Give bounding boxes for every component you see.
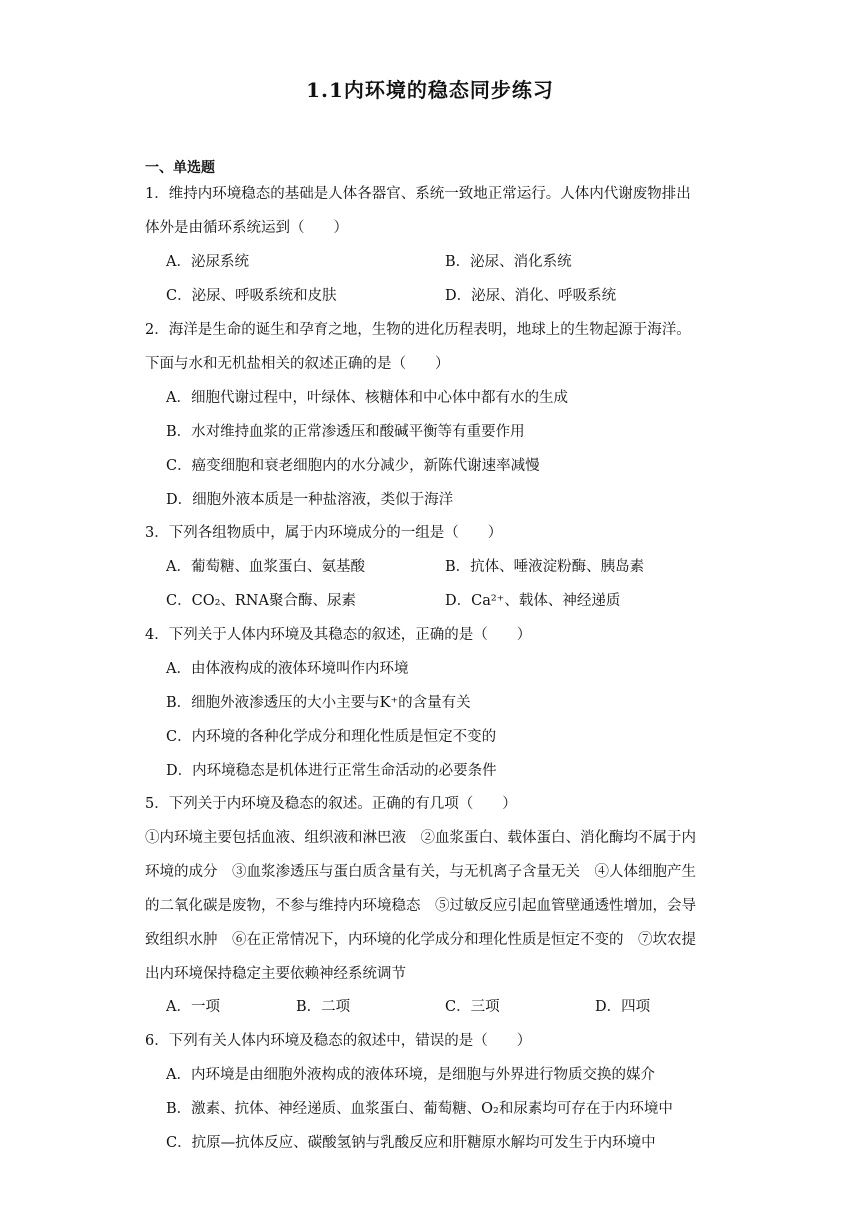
question-3-option-d: D．Ca²⁺、载体、神经递质 (445, 593, 621, 609)
question-5-option-b: B．二项 (296, 999, 351, 1015)
question-3-option-c: C．CO₂、RNA聚合酶、尿素 (166, 593, 356, 609)
question-2-option-b: B．水对维持血浆的正常渗透压和酸碱平衡等有重要作用 (166, 424, 525, 440)
question-5-stem-line-2: ①内环境主要包括血液、组织液和淋巴液 ②血浆蛋白、载体蛋白、消化酶均不属于内 (145, 830, 696, 846)
question-5-stem-line-3: 环境的成分 ③血浆渗透压与蛋白质含量有关，与无机离子含量无关 ④人体细胞产生 (145, 864, 696, 880)
question-4-option-b: B．细胞外液渗透压的大小主要与K⁺的含量有关 (166, 695, 471, 711)
question-4-option-a: A．由体液构成的液体环境叫作内环境 (166, 661, 409, 677)
question-2-option-a: A．细胞代谢过程中，叶绿体、核糖体和中心体中都有水的生成 (166, 390, 568, 406)
question-2-option-c: C．癌变细胞和衰老细胞内的水分减少，新陈代谢速率减慢 (166, 458, 540, 474)
question-4-option-c: C．内环境的各种化学成分和理化性质是恒定不变的 (166, 729, 497, 745)
question-3-stem: 3．下列各组物质中，属于内环境成分的一组是（ ） (145, 525, 503, 541)
question-5-stem-line-4: 的二氧化碳是废物，不参与维持内环境稳态 ⑤过敏反应引起血管壁通透性增加，会导 (145, 898, 696, 914)
page-title: 1.1内环境的稳态同步练习 (306, 78, 554, 102)
question-3-option-a: A．葡萄糖、血浆蛋白、氨基酸 (166, 559, 365, 575)
question-5-option-d: D．四项 (595, 999, 651, 1015)
question-5-stem-line-5: 致组织水肿 ⑥在正常情况下，内环境的化学成分和理化性质是恒定不变的 ⑦坎农提 (145, 932, 696, 948)
question-1-stem-line-2: 体外是由循环系统运到（ ） (145, 220, 348, 236)
question-5-option-a: A．一项 (166, 999, 220, 1015)
question-6-option-c: C．抗原—抗体反应、碳酸氢钠与乳酸反应和肝糖原水解均可发生于内环境中 (166, 1135, 656, 1151)
question-2-stem-line-1: 2．海洋是生命的诞生和孕育之地，生物的进化历程表明，地球上的生物起源于海洋。 (145, 322, 691, 338)
question-5-stem-line-1: 5．下列关于内环境及稳态的叙述。正确的有几项（ ） (145, 796, 517, 812)
question-2-stem-line-2: 下面与水和无机盐相关的叙述正确的是（ ） (145, 356, 450, 372)
question-4-stem: 4．下列关于人体内环境及其稳态的叙述，正确的是（ ） (145, 627, 532, 643)
question-6-option-b: B．激素、抗体、神经递质、血浆蛋白、葡萄糖、O₂和尿素均可存在于内环境中 (166, 1101, 673, 1117)
question-2-option-d: D．细胞外液本质是一种盐溶液，类似于海洋 (166, 492, 454, 508)
question-1-option-d: D．泌尿、消化、呼吸系统 (445, 288, 617, 304)
question-6-stem: 6．下列有关人体内环境及稳态的叙述中，错误的是（ ） (145, 1033, 532, 1049)
question-1-option-a: A．泌尿系统 (166, 254, 249, 270)
question-6-option-a: A．内环境是由细胞外液构成的液体环境，是细胞与外界进行物质交换的媒介 (166, 1067, 655, 1083)
question-1-option-b: B．泌尿、消化系统 (445, 254, 572, 270)
question-3-option-b: B．抗体、唾液淀粉酶、胰岛素 (445, 559, 645, 575)
question-5-option-c: C．三项 (445, 999, 500, 1015)
section-heading: 一、单选题 (145, 160, 215, 176)
question-1-stem-line-1: 1．维持内环境稳态的基础是人体各器官、系统一致地正常运行。人体内代谢废物排出 (145, 186, 691, 202)
question-1-option-c: C．泌尿、呼吸系统和皮肤 (166, 288, 337, 304)
question-4-option-d: D．内环境稳态是机体进行正常生命活动的必要条件 (166, 763, 497, 779)
question-5-stem-line-6: 出内环境保持稳定主要依赖神经系统调节 (145, 966, 406, 982)
